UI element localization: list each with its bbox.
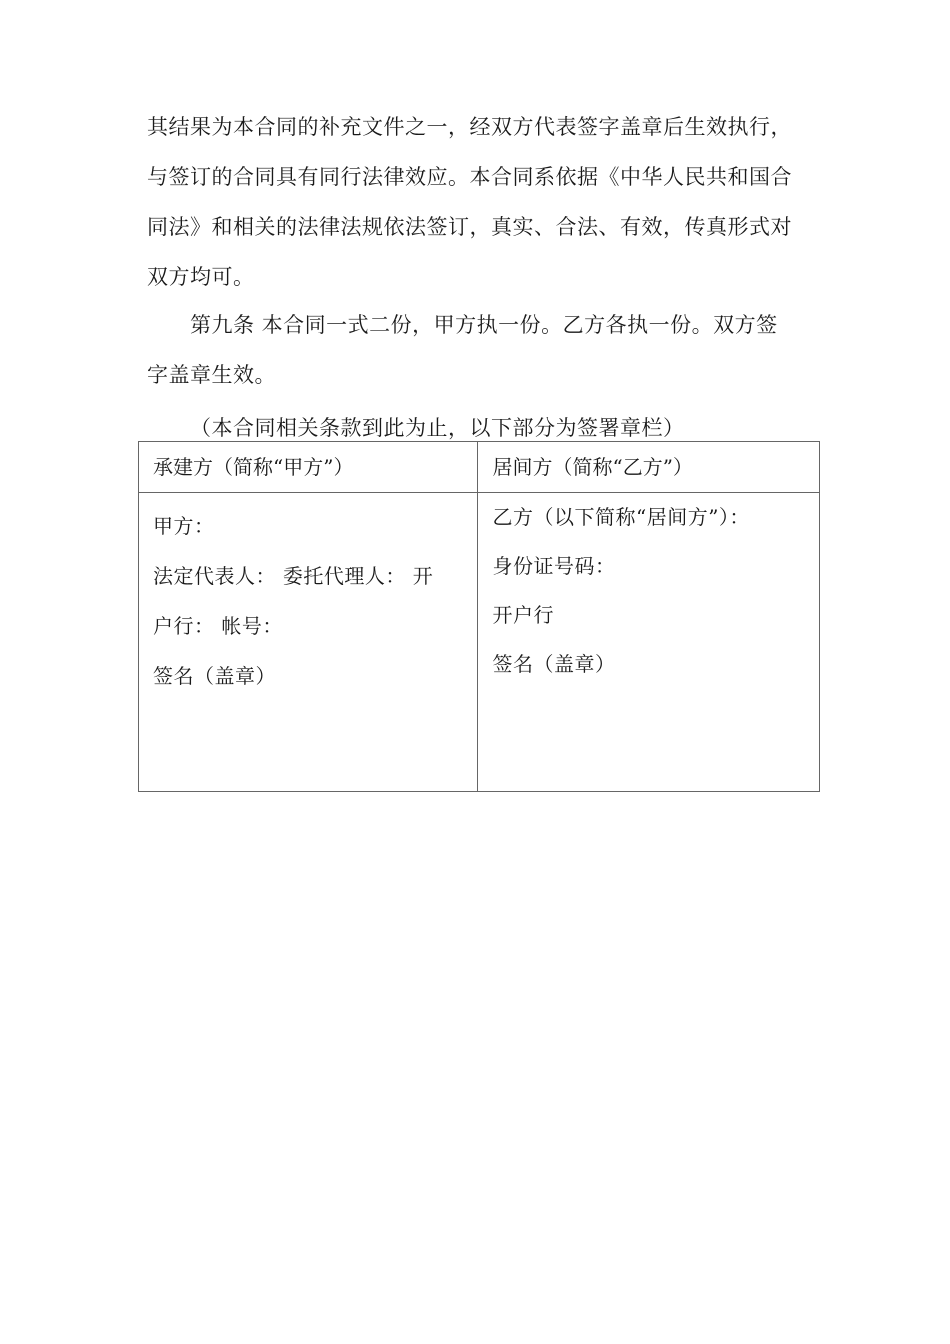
paragraph-line: 第九条 本合同一式二份，甲方执一份。乙方各执一份。双方签 — [190, 313, 778, 337]
contract-paragraph-effect — [147, 102, 822, 302]
party-b-header: 居间方（简称“乙方”） — [478, 442, 820, 493]
party-a-header: 承建方（简称“甲方”） — [139, 442, 478, 493]
party-a-bank-line: 户行： 帐号： — [153, 614, 283, 638]
party-b-sign-line: 签名（盖章） — [492, 652, 616, 676]
party-a-signature-cell — [139, 493, 478, 792]
paragraph-line: 字盖章生效。 — [147, 363, 276, 387]
party-b-signature-cell — [478, 493, 820, 792]
party-a-representative-line: 法定代表人： 委托代理人： 开 — [153, 564, 434, 588]
party-a-name-line: 甲方： — [153, 514, 215, 538]
party-a-sign-line: 签名（盖章） — [153, 664, 276, 688]
party-b-id-line: 身份证号码： — [492, 554, 616, 578]
party-b-name-line: 乙方（以下简称“居间方”）： — [492, 505, 750, 529]
paragraph-line: 与签订的合同具有同行法律效应。本合同系依据《中华人民共和国合 — [147, 165, 792, 189]
contract-article-nine — [147, 300, 822, 400]
party-b-bank-line: 开户行 — [492, 603, 554, 627]
signature-table — [138, 441, 820, 792]
paragraph-line: 其结果为本合同的补充文件之一，经双方代表签字盖章后生效执行， — [147, 115, 792, 139]
signature-table-body-row — [139, 493, 820, 792]
signature-table-header-row — [139, 442, 820, 493]
signature-section-note: （本合同相关条款到此为止，以下部分为签署章栏） — [190, 416, 685, 440]
paragraph-line: 同法》和相关的法律法规依法签订，真实、合法、有效，传真形式对 — [147, 215, 792, 239]
paragraph-line: 双方均可。 — [147, 265, 255, 289]
